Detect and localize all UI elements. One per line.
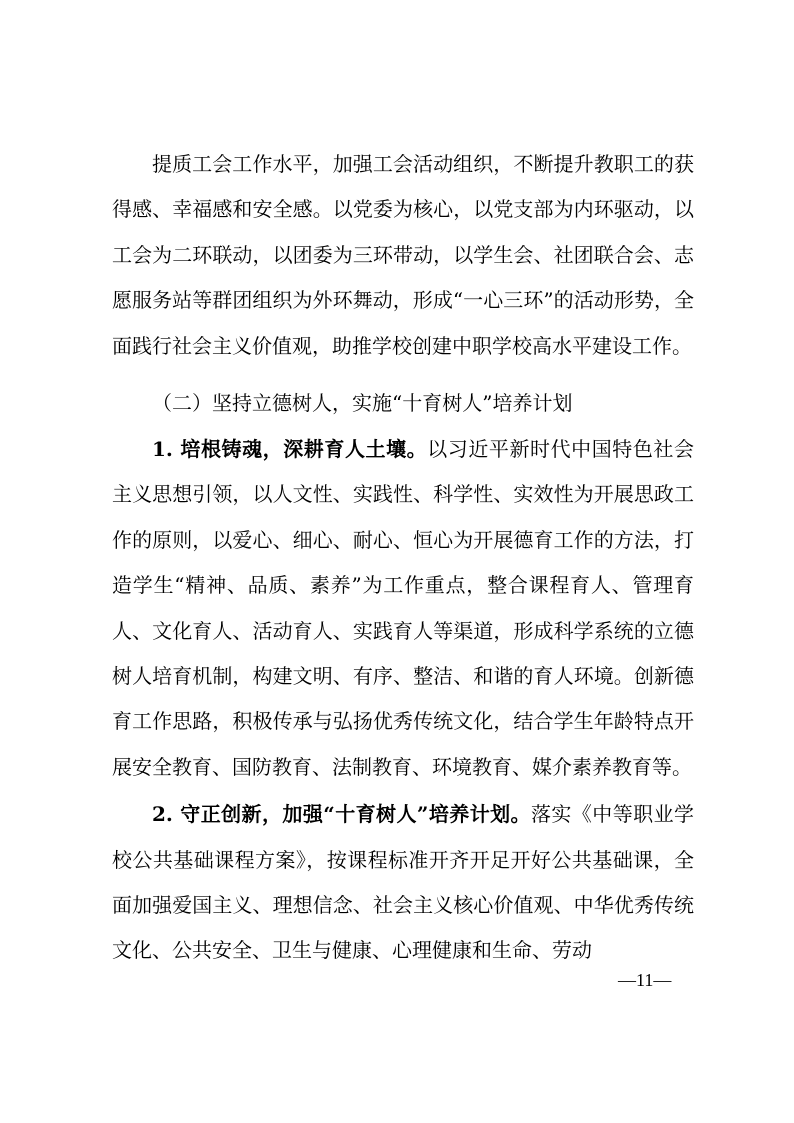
body-text-main <box>112 381 694 974</box>
item-2-text: 落实《中等职业学校公共基础课程方案》，按课程标准开齐开足开好公共基础课，全面加强爱国主义、理想信念、社会主义核心价值观、中华优秀传统文化、公共安全、卫生与健康、心理健康和生命、劳动 <box>112 802 694 963</box>
body-text-top <box>112 142 694 369</box>
item-1-text: 以习近平新时代中国特色社会主义思想引领，以人文性、实践性、科学性、实效性为开展思政工作的原则，以爱心、细心、耐心、恒心为开展德育工作的方法，打造学生“精神、品质、素养”为工作重点，整合课程育人、管理育人、文化育人、活动育人、实践育人等渠道，形成科学系统的立德树人培育机制，构建文明、有序、整洁、和谐的育人环境。创新德育工作思路，积极传承与弘扬优秀传统文化，结合学生年龄特点开展安全教育、国防教育、法制教育、环境教育、媒介素养教育等。 <box>112 437 694 779</box>
item-2-lead: 2. 守正创新，加强“十育树人”培养计划。 <box>152 802 531 827</box>
page-number: —11— <box>618 970 672 990</box>
paragraph-union-work <box>112 142 694 369</box>
section-heading-2 <box>112 381 694 426</box>
section-heading-text: （二）坚持立德树人，实施“十育树人”培养计划 <box>152 391 573 415</box>
paragraph-item-2 <box>112 792 694 974</box>
paragraph-item-1 <box>112 427 694 790</box>
item-1-lead: 1. 培根铸魂，深耕育人土壤。 <box>152 437 428 461</box>
paragraph-text: 提质工会工作水平，加强工会活动组织，不断提升教职工的获得感、幸福感和安全感。以党委为核心，以党支部为内环驱动，以工会为二环联动，以团委为三环带动，以学生会、社团联合会、志愿服务站等群团组织为外环舞动，形成“一心三环”的活动形势，全面践行社会主义价值观，助推学校创建中职学校高水平建设工作。 <box>112 152 694 358</box>
